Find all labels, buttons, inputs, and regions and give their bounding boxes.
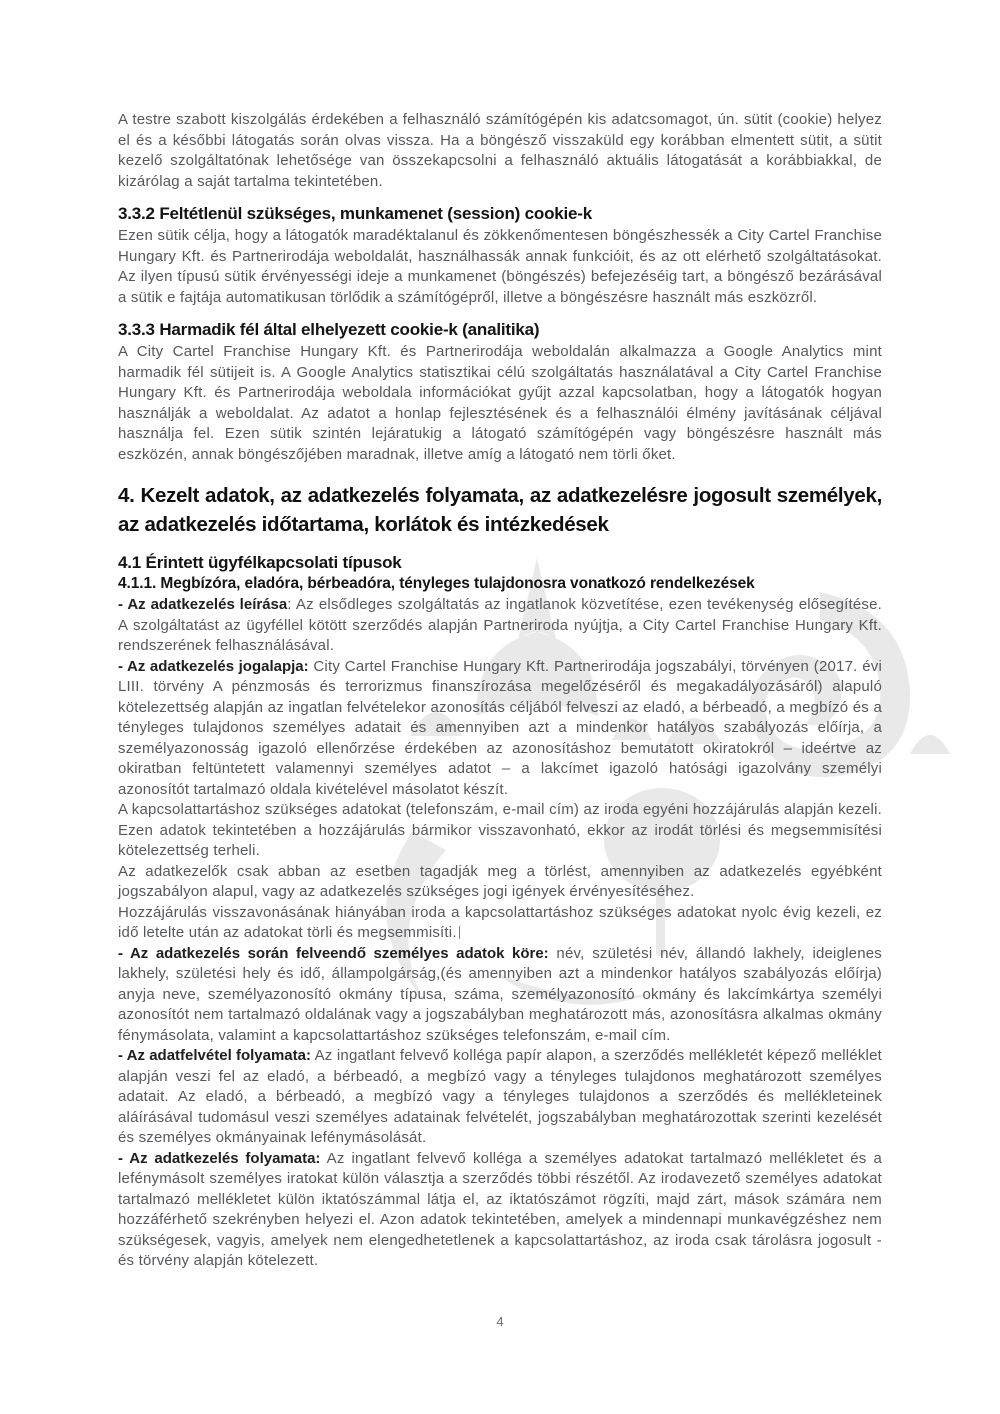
item-lead: - Az adatkezelés során felveendő személyes adatok köre: <box>118 944 549 962</box>
item-lead: - Az adatkezelés jogalapja: <box>118 657 309 675</box>
item-text: A kapcsolattartáshoz szükséges adatokat (telefonszám, e-mail cím) az iroda egyéni hozzájárulás alapján kezeli. Ezen adatok tekintetében a hozzájárulás bármikor visszavonható, ekkor az irodát törlési és megsemmisítési kötelezettség terheli. <box>118 801 882 859</box>
item-felveendo-adatok-kore <box>118 944 882 1047</box>
page-number: 4 <box>496 1314 504 1329</box>
item-kapcsolattartas <box>118 800 882 862</box>
section-3-3-3-paragraph: A City Cartel Franchise Hungary Kft. és Partnerirodája weboldalán alkalmazza a Google Analytics mint harmadik fél sütijeit is. A Google Analytics statisztikai célú szolgáltatás használatával a City Cartel Franchise Hungary Kft. és Partnerirodája weboldala információkat gyűjt azzal kapcsolatban, hogy a látogatók hogyan használják a weboldalat. Az adatot a honlap fejlesztésének és a felhasználói élmény javításának céljával használja fel. Ezen sütik szintén lejáratukig a látogató számítógépén vagy böngészésre használt más eszközén, annak böngészőjében maradnak, illetve amíg a látogató nem törli őket. <box>118 343 882 463</box>
item-adatfelvetel-folyamata <box>118 1046 882 1149</box>
item-adatkezeles-leirasa <box>118 595 882 657</box>
chapter-4-title: 4. Kezelt adatok, az adatkezelés folyamata, az adatkezelésre jogosult személyek, az adatkezelés időtartama, korlátok és intézkedések <box>118 484 882 536</box>
item-hozzajarulas-visszavonas <box>118 903 882 944</box>
section-3-3-2-paragraph: Ezen sütik célja, hogy a látogatók maradéktalanul és zökkenőmentesen böngészhessék a City Cartel Franchise Hungary Kft. és Partnerirodája weboldalát, használhassák annak funkcióit, és az ott elérhető szolgáltatásokat. Az ilyen típusú sütik érvényességi ideje a munkamenet (böngészés) befejezéséig tart, a böngésző bezárásával a sütik e fajtája automatikusan törlődik a számítógépről, illetve a böngészésre használt más eszközről. <box>118 227 882 306</box>
section-4-1-1-heading: 4.1.1. Megbízóra, eladóra, bérbeadóra, tényleges tulajdonosra vonatkozó rendelkezések <box>118 575 755 592</box>
item-lead: - Az adatfelvétel folyamata: <box>118 1047 311 1064</box>
item-lead: - Az adatkezelés folyamata: <box>118 1149 321 1167</box>
item-text: : Az elsődleges szolgáltatás az ingatlanok közvetítése, ezen tevékenység elősegítése. A szolgáltatást az ügyféllel kötött szerződés alapján Partneriroda nyújtja, a City Cartel Franchise Hungary Kft. rendszerének felhasználásával. <box>118 596 882 654</box>
item-adatkezeles-folyamata <box>118 1149 882 1272</box>
item-text: név, születési név, állandó lakhely, ideiglenes lakhely, születési hely és idő, állampolgárság,(és amennyiben azt a mindenkor hatályos szabályozás előírja) anyja neve, személyazonosító okmány típusa, száma, személyazonosító okmány és lakcímkártya személyi azonosítót nem tartalmazó oldalának vagy a jogszabályban meghatározott más, azonosításra alkalmas okmány fénymásolata, valamint a kapcsolattartáshoz szükséges telefonszám, e-mail cím. <box>118 944 882 1044</box>
item-adatkezelok-torles <box>118 862 882 903</box>
item-text: Az ingatlant felvevő kolléga papír alapon, a szerződés mellékletét képező melléklet alapján veszi fel az eladó, a bérbeadó, a megbízó vagy a tényleges tulajdonos meghatározott személyes adatait. Az eladó, a bérbeadó, a megbízó vagy a tényleges tulajdonos a szerződés és mellékleteinek aláírásával tudomásul veszi személyes adatainak felvételét, jogszabályban meghatározottak szerinti kezelését és személyes okmányainak lefénymásolását. <box>118 1047 882 1146</box>
section-3-3-3-heading: 3.3.3 Harmadik fél által elhelyezett cookie-k (analitika) <box>118 320 540 339</box>
item-lead: - Az adatkezelés leírása <box>118 596 288 613</box>
item-text: City Cartel Franchise Hungary Kft. Partnerirodája jogszabályi, törvényen (2017. évi LIII. törvény A pénzmosás és terrorizmus finanszírozása megelőzéséről és megakadályozásáról) alapuló kötelezettség alapján az ingatlan felvételekor azonosítás céljából felveszi az eladó, a bérbeadó, a megbízó és a tényleges tulajdonos személyes adatait és amennyiben azt a mindenkor hatályos szabályozás előírja, a személyazonosság igazoló ellenőrzése érdekében az azonosításhoz bemutatott okiratokról – ideértve az okiratban feltüntetett valamennyi személyes adatot – a lakcímet igazoló hatósági igazolvány személyi azonosítót tartalmazó oldala kivételével másolatot készít. <box>118 657 883 798</box>
intro-paragraph: A testre szabott kiszolgálás érdekében a felhasználó számítógépén kis adatcsomagot, ún. sütit (cookie) helyez el és a későbbi látogatás során olvas vissza. Ha a böngésző visszaküld egy korábban elmentett sütit, a sütit kezelő szolgáltatónak lehetősége van összekapcsolni a felhasználó aktuális látogatását a korábbiakkal, de kizárólag a saját tartalma tekintetében. <box>118 111 882 190</box>
section-4-1-heading: 4.1 Érintett ügyfélkapcsolati típusok <box>118 553 402 572</box>
item-adatkezeles-jogalapja <box>118 657 882 801</box>
item-text: Az ingatlant felvevő kolléga a személyes adatokat tartalmazó mellékletet és a lefénymásolt személyes iratokat külön választja a szerződés többi részétől. Az irodavezető személyes adatokat tartalmazó mellékletet külön iktatószámmal látja el, az iktatószámot rögzíti, majd zárt, mások számára nem hozzáférhető szekrényben helyezi el. Azon adatok tekintetében, amelyek a mindennapi munkavégzéshez nem szükségesek, vagyis, amelyek nem elengedhetetlenek a kapcsolattartáshoz, az iroda csak tárolásra jogosult - és törvény alapján kötelezett. <box>118 1149 882 1269</box>
item-text: Hozzájárulás visszavonásának hiányában iroda a kapcsolattartáshoz szükséges adatokat nyolc évig kezeli, ez idő letelte után az adatokat törli és megsemmisíti. <box>118 903 882 941</box>
text-cursor-artifact <box>459 926 460 939</box>
item-text: Az adatkezelők csak abban az esetben tagadják meg a törlést, amennyiben az adatkezelés egyébként jogszabályon alapul, vagy az adatkezelés szükséges jogi igények érvényesítéséhez. <box>118 862 882 900</box>
page-content <box>118 110 882 1272</box>
section-3-3-2-heading: 3.3.2 Feltétlenül szükséges, munkamenet (session) cookie-k <box>118 204 593 223</box>
